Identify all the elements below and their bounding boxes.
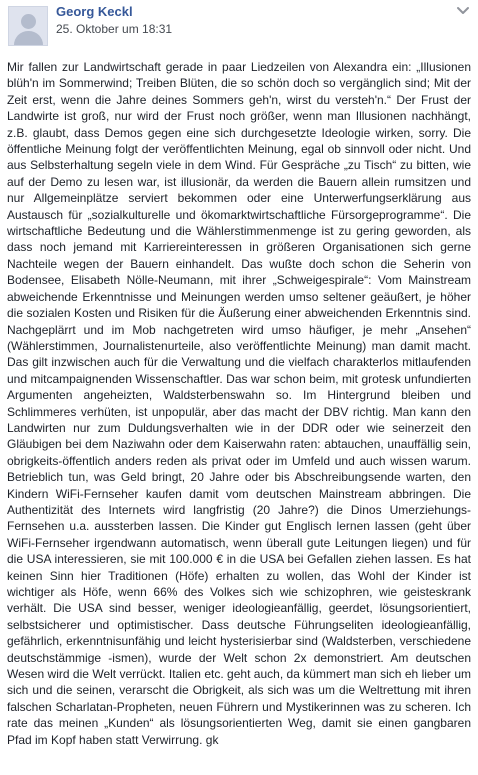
avatar-body-shape [14,31,43,46]
post-header [0,0,478,50]
avatar[interactable] [8,6,48,46]
avatar-head-shape [21,14,36,29]
chevron-down-icon[interactable] [456,6,470,16]
post-body-text: Mir fallen zur Landwirtschaft gerade in paar Liedzeilen von Alexandra ein: „Illusionen blüh'n im Sommerwind; Treiben Blüten, die so schön doch so vergänglich sind; Mit der Zeit erst, wenn die Jahre deines Sommers geh'n, wirst du versteh'n.“ Der Frust der Landwirte ist groß, nur wird der Frust noch größer, wenn man Illusionen nachhängt, z.B. glaubt, dass Demos gegen eine sich durchgesetzte Ideologie wirken, sorry. Die öffentliche Meinung folgt der veröffentlichten Meinung, egal ob sinnvoll oder nicht. Und aus Selbsterhaltung segeln viele in dem Wind. Für Gespräche „zu Tisch“ zu bitten, wie auf der Demo zu lesen war, ist illusionär, da werden die Bauern allein rumsitzen und nur Allgemeinplätze serviert bekommen oder eine Unterwerfungserklärung aus Austausch für „sozialkulturelle und ökomarktwirtschaftliche Fürsorgeprogramme“. Die wirtschaftliche Bedeutung und die Wählerstimmenmenge ist zu gering geworden, als dass noch jemand mit Karriereinteressen in größeren Organisationen sich gerne Nachteile wegen der Bauern einhandelt. Das wußte doch schon die Seherin von Bodensee, Elisabeth Nölle-Neumann, mit ihrer „Schweigespirale“: Vom Mainstream abweichende Erkenntnisse und Meinungen werden umso seltener geäußert, je höher die sozialen Kosten und Risiken für die Äußerung einer abweichenden Erkenntnis sind. Nachgeplärrt und im Mob nachgetreten wird umso häufiger, je mehr „Ansehen“ (Wählerstimmen, Journalistenurteile, also veröffentlichte Meinung) man damit macht. Das gilt inzwischen auch für die Verwaltung und die vielfach charakterlos mitlaufenden und mitcampaignenden Wissenschaftler. Das war schon beim, mit grotesk unfundierten Argumenten angeheizten, Waldsterbenswahn so. Im Hintergrund bleiben und Schlimmeres verhüten, ist unpopulär, aber das macht der DBV richtig. Man kann den Landwirten nur zum Duldungsverhalten wie in der DDR oder wie seinerzeit den Gläubigen bei dem Naziwahn oder dem Kaiserwahn raten: abtauchen, unauffällig sein, obrigkeits-öffentlich anders reden als privat oder im Umfeld und auch wissen warum. Betrieblich tun, was Geld bringt, 20 Jahre oder bis Abschreibungsende warten, den Kindern WiFi-Fernseher kaufen damit vom deutschen Mainstream abbringen. Die Authentizität des Internets wird langfristig (20 Jahre?) die Dinos Umerziehungs-Fernsehen u.a. aussterben lassen. Die Kinder gut Englisch lernen lassen (geht über WiFi-Fernseher irgendwann automatisch, wenn überall gute Leitungen liegen) und für die USA interessieren, sie mit 100.000 € in die USA bei Gefallen ziehen lassen. Es hat keinen Sinn hier Traditionen (Höfe) erhalten zu wollen, das Wohl der Kinder ist wichtiger als Höfe, wenn 66% des Volkes sich wie schizophren, wie geisteskrank verhält. Die USA sind besser, weniger ideologieanfällig, geerdet, lösungsorientiert, selbstsicherer und optimistischer. Dass deutsche Führungseliten ideologieanfällig, gefährlich, erkenntnisunfähig und leicht hysterisierbar sind (Waldsterben, verschiedene deutschstämmige -ismen), wurde der Welt schon 2x demonstriert. Am deutschen Wesen wird die Welt verrückt. Italien etc. geht auch, da kümmert man sich eh lieber um sich und die seinen, verarscht die Obrigkeit, als sich was um die Weltrettung mit ihren falschen Scharlatan-Propheten, neuen Führern und Mystikerinnen was zu scheren. Ich rate das meinen „Kunden“ als lösungsorientierten Weg, damit sie einen gangbaren Pfad im Kopf haben statt Verwirrung. gk [7,60,471,747]
post-timestamp[interactable]: 25. Oktober um 18:31 [56,22,173,36]
author-name-link[interactable]: Georg Keckl [56,4,133,19]
